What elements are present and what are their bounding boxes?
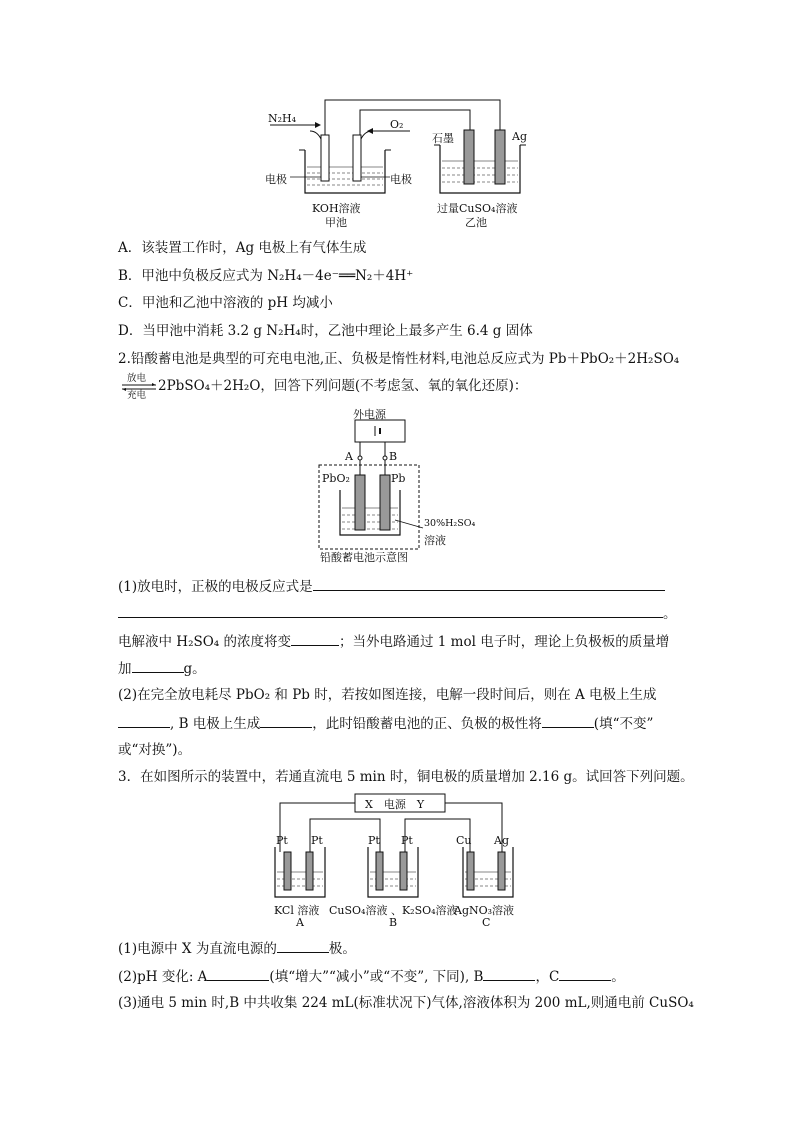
answer-blank-11[interactable] xyxy=(559,966,611,981)
pb-plate xyxy=(380,475,390,530)
answer-blank-9[interactable] xyxy=(207,966,269,981)
q2-stem-2: 2PbSO₄＋2H₂O，回答下列问题(不考虑氢、氧的氧化还原)： xyxy=(158,378,528,394)
label-jia: 甲池 xyxy=(325,216,347,229)
answer-blank-8[interactable] xyxy=(277,938,329,953)
arrow-label-charge: 充电 xyxy=(127,390,147,401)
electrode-left xyxy=(321,135,329,181)
answer-blank-7[interactable] xyxy=(542,713,594,728)
q3-stem: 3．在如图所示的装置中，若通直流电 5 min 时，铜电极的质量增加 2.16 g。试回答下列问题。 xyxy=(118,769,694,785)
solution-jia xyxy=(307,167,383,185)
figure-caption: 铅酸蓄电池示意图 xyxy=(320,551,408,564)
q2-p1e-text: g。 xyxy=(183,661,206,677)
label-o2: O₂ xyxy=(390,118,404,131)
q2-p1-line3 xyxy=(118,631,669,652)
q3-p2d-text: 。 xyxy=(611,969,625,985)
answer-blank-10[interactable] xyxy=(483,966,535,981)
beaker-jia xyxy=(305,150,385,193)
q3-p2c-text: ，C xyxy=(535,969,560,985)
q2-p1d-text: 加 xyxy=(118,661,132,677)
q3-p3: (3)通电 5 min 时,B 中共收集 224 mL(标准状况下)气体,溶液体积为 200 mL,则通电前 CuSO₄ xyxy=(118,995,694,1011)
label-graphite: 石墨 xyxy=(432,132,454,145)
label-power-supply: 外电源 xyxy=(353,408,386,421)
label-pt-4: Pt xyxy=(401,834,413,847)
label-agno3: AgNO₃溶液 xyxy=(454,904,515,917)
answer-blank-4[interactable] xyxy=(132,658,184,673)
q3-p2a-text: (2)pH 变化: A xyxy=(118,969,208,985)
q2-p2-line2 xyxy=(118,713,653,734)
arrow-label-discharge: 放电 xyxy=(127,373,147,384)
beaker-yi xyxy=(440,145,520,193)
label-ag: Ag xyxy=(512,130,527,143)
label-cuso4: 过量CuSO₄溶液 xyxy=(437,202,518,215)
option-b: B．甲池中负极反应式为 N₂H₄－4e⁻══N₂＋4H⁺ xyxy=(118,268,414,284)
q3-p1a-text: (1)电源中 X 为直流电源的 xyxy=(118,941,277,957)
option-a: A．该装置工作时，Ag 电极上有气体生成 xyxy=(118,240,367,256)
reaction-arrow xyxy=(120,373,158,399)
q2-p2c-text: ，此时铅酸蓄电池的正、负极的极性将 xyxy=(312,716,542,732)
label-ag-electrode: Ag xyxy=(494,834,509,847)
q2-p1b-text: 电解液中 H₂SO₄ 的浓度将变 xyxy=(118,634,291,650)
answer-blank-2[interactable] xyxy=(118,603,663,618)
label-pbo2: PbO₂ xyxy=(322,472,350,485)
label-cuso4-k2so4: CuSO₄溶液 、K₂SO₄溶液 xyxy=(329,904,458,917)
q2-p2d-text: (填“不变” xyxy=(593,716,654,732)
label-koh: KOH溶液 xyxy=(312,202,361,215)
label-pb: Pb xyxy=(391,472,406,485)
graphite-electrode xyxy=(464,130,474,184)
period: 。 xyxy=(663,606,677,622)
label-pt-3: Pt xyxy=(368,834,380,847)
answer-blank-5[interactable] xyxy=(118,713,170,728)
answer-blank-6[interactable] xyxy=(260,713,312,728)
label-cu: Cu xyxy=(456,834,472,847)
label-beaker-a: A xyxy=(296,916,304,929)
label-yi: 乙池 xyxy=(465,216,487,229)
label-beaker-c: C xyxy=(482,916,491,929)
label-beaker-b: B xyxy=(389,916,398,929)
label-electrode-right: 电极 xyxy=(390,173,412,186)
q3-p1b-text: 极。 xyxy=(328,941,356,957)
answer-blank-1[interactable] xyxy=(313,576,665,591)
q2-p1-line1 xyxy=(118,576,665,597)
option-d: D．当甲池中消耗 3.2 g N₂H₄时，乙池中理论上最多产生 6.4 g 固体 xyxy=(118,323,533,339)
label-power-xy: X 电源 Y xyxy=(365,798,425,811)
answer-blank-3[interactable] xyxy=(291,631,339,646)
label-electrode-left: 电极 xyxy=(265,173,287,186)
pbo2-plate xyxy=(355,475,365,530)
label-solution: 溶液 xyxy=(424,534,446,547)
q2-p1-line4 xyxy=(118,658,206,679)
q2-p2-line3: 或“对换”)。 xyxy=(118,742,192,758)
label-pt-2: Pt xyxy=(311,834,323,847)
q2-p2-line1: (2)在完全放电耗尽 PbO₂ 和 Pb 时，若按如图连接，电解一段时间后，则在 A 电极上生成 xyxy=(118,687,657,703)
electrode-right xyxy=(353,135,361,181)
label-a: A xyxy=(345,450,353,463)
q3-p2 xyxy=(118,966,625,987)
ag-electrode xyxy=(495,130,505,184)
label-pt-1: Pt xyxy=(276,834,288,847)
q3-p1 xyxy=(118,938,356,959)
label-kcl: KCl 溶液 xyxy=(274,904,320,917)
option-c: C．甲池和乙池中溶液的 pH 均减小 xyxy=(118,295,333,311)
q2-stem-1: 2.铅酸蓄电池是典型的可充电电池,正、负极是惰性材料,电池总反应式为 Pb＋PbO₂＋2H₂SO₄ xyxy=(118,351,680,367)
q3-p2b-text: (填“增大”“减小”或“不变”, 下同), B xyxy=(269,969,484,985)
q2-p1c-text: ；当外电路通过 1 mol 电子时，理论上负极板的质量增 xyxy=(339,634,670,650)
label-b: B xyxy=(389,450,398,463)
label-n2h4: N₂H₄ xyxy=(268,112,297,125)
q2-p1-text: (1)放电时，正极的电极反应式是 xyxy=(118,579,313,595)
q2-p1-line2 xyxy=(118,603,677,624)
q2-p2b-text: , B 电极上生成 xyxy=(170,716,261,732)
label-h2so4: 30%H₂SO₄ xyxy=(424,518,476,529)
